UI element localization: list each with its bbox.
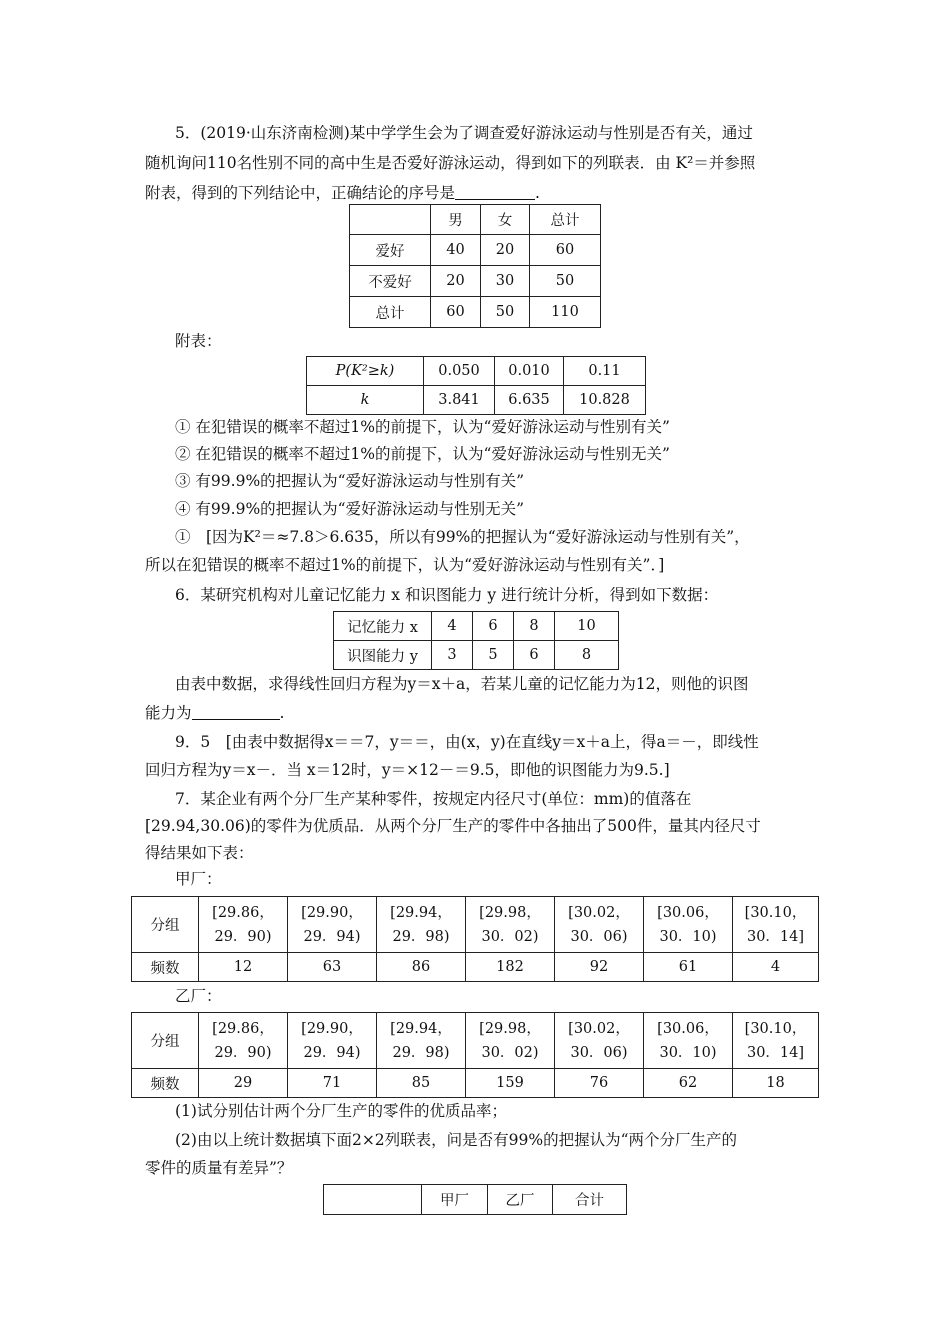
table-header-cell: 总计 — [530, 205, 601, 235]
q7-line-1: 7．某企业有两个分厂生产某种零件，按规定内径尺寸(单位：mm)的值落在 — [175, 790, 692, 808]
answer-blank — [192, 703, 280, 720]
group-cell — [377, 897, 466, 953]
freq-cell: 29 — [199, 1069, 288, 1098]
q7-sub-2-line-1: (2)由以上统计数据填下面2×2列联表，问是否有99%的把握认为“两个分厂生产的 — [175, 1131, 738, 1149]
table-cell: P(K²≥k) — [307, 357, 424, 386]
group-label: 分组 — [132, 1013, 199, 1069]
group-start: [30.10， — [744, 904, 807, 921]
q5-line-3-end: . — [535, 184, 540, 202]
group-start: [30.02， — [568, 904, 630, 921]
freq-label: 频数 — [132, 953, 199, 982]
q5-answer-line-2: 所以在犯错误的概率不超过1%的前提下，认为“爱好游泳运动与性别有关”．] — [145, 556, 665, 574]
freq-label: 频数 — [132, 1069, 199, 1098]
group-start: [29.90， — [301, 1020, 363, 1037]
table-cell: 5 — [473, 641, 514, 670]
table-header-cell: 甲厂 — [422, 1185, 488, 1215]
table-cell: 6 — [514, 641, 555, 670]
group-cell — [377, 1013, 466, 1069]
q7-sub-1: (1)试分别估计两个分厂生产的零件的优质品率； — [175, 1102, 507, 1120]
group-start: [30.06， — [657, 1020, 719, 1037]
table-header-cell: 男 — [431, 205, 481, 235]
group-start: [29.86， — [212, 904, 274, 921]
freq-cell: 61 — [644, 953, 733, 982]
group-start: [29.94， — [390, 1020, 452, 1037]
group-start: [29.90， — [301, 904, 363, 921]
group-start: [29.86， — [212, 1020, 274, 1037]
group-end: 30．14] — [746, 928, 805, 945]
group-cell — [733, 897, 819, 953]
table-header-cell: 合计 — [553, 1185, 627, 1215]
q7-contingency-table — [323, 1184, 627, 1215]
group-cell — [555, 1013, 644, 1069]
table-cell: 50 — [481, 297, 530, 328]
table-cell: 0.11 — [564, 357, 646, 386]
q5-line-1: 5．(2019·山东济南检测)某中学学生会为了调查爱好游泳运动与性别是否有关，通过 — [175, 124, 753, 142]
table-cell: 6 — [473, 612, 514, 641]
freq-cell: 12 — [199, 953, 288, 982]
table-cell: 30 — [481, 266, 530, 297]
q6-data-table — [333, 611, 619, 670]
q6-line-3-text: 能力为 — [145, 704, 192, 722]
group-cell — [733, 1013, 819, 1069]
table-cell: 50 — [530, 266, 601, 297]
freq-cell: 62 — [644, 1069, 733, 1098]
table-cell: 记忆能力 x — [334, 612, 432, 641]
freq-cell: 86 — [377, 953, 466, 982]
freq-cell: 182 — [466, 953, 555, 982]
group-label: 分组 — [132, 897, 199, 953]
table-cell: 20 — [431, 266, 481, 297]
group-end: 29．90) — [214, 1044, 272, 1061]
option-1: ① 在犯错误的概率不超过1%的前提下，认为“爱好游泳运动与性别有关” — [175, 418, 670, 436]
table-cell: 20 — [481, 235, 530, 266]
group-end: 29．98) — [392, 928, 450, 945]
q6-line-3 — [145, 702, 284, 724]
table-header-cell — [324, 1185, 422, 1215]
q7-line-2: [29.94,30.06)的零件为优质品．从两个分厂生产的零件中各抽出了500件，量其内径尺寸 — [145, 817, 761, 835]
table-cell: 识图能力 y — [334, 641, 432, 670]
q7-line-3: 得结果如下表： — [145, 844, 254, 862]
freq-cell: 63 — [288, 953, 377, 982]
option-3: ③ 有99.9%的把握认为“爱好游泳运动与性别有关” — [175, 472, 525, 490]
q6-line-1: 6．某研究机构对儿童记忆能力 x 和识图能力 y 进行统计分析，得到如下数据： — [175, 586, 719, 604]
q6-answer-line-1: 9．5 [由表中数据得x＝＝7，y＝＝，由(x，y)在直线y＝x＋a上，得a＝－，即线性 — [175, 733, 759, 751]
group-end: 29．90) — [214, 928, 272, 945]
factory-b-table — [131, 1012, 819, 1098]
option-2: ② 在犯错误的概率不超过1%的前提下，认为“爱好游泳运动与性别无关” — [175, 445, 670, 463]
table-cell: 10.828 — [564, 386, 646, 415]
group-end: 29．94) — [303, 928, 361, 945]
group-cell — [466, 897, 555, 953]
group-end: 30．10) — [659, 1044, 717, 1061]
group-end: 30．10) — [659, 928, 717, 945]
table-cell: 40 — [431, 235, 481, 266]
factory-b-label: 乙厂： — [175, 987, 222, 1005]
group-cell — [199, 1013, 288, 1069]
freq-cell: 92 — [555, 953, 644, 982]
freq-cell: 76 — [555, 1069, 644, 1098]
group-start: [29.98， — [479, 1020, 541, 1037]
freq-cell: 18 — [733, 1069, 819, 1098]
factory-a-table — [131, 896, 819, 982]
table-cell: 3 — [432, 641, 473, 670]
q5-critical-value-table — [306, 356, 646, 415]
group-cell — [466, 1013, 555, 1069]
q7-sub-2-line-2: 零件的质量有差异”？ — [145, 1159, 293, 1177]
group-cell — [288, 1013, 377, 1069]
table-cell: 4 — [432, 612, 473, 641]
table-cell: 总计 — [350, 297, 431, 328]
table-cell: 110 — [530, 297, 601, 328]
group-end: 29．98) — [392, 1044, 450, 1061]
table-header-cell: 女 — [481, 205, 530, 235]
q5-line-3-text: 附表，得到的下列结论中，正确结论的序号是 — [145, 184, 456, 202]
table-header-cell — [350, 205, 431, 235]
factory-a-label: 甲厂： — [175, 870, 222, 888]
table-cell: 60 — [431, 297, 481, 328]
option-4: ④ 有99.9%的把握认为“爱好游泳运动与性别无关” — [175, 500, 525, 518]
table-cell: 8 — [555, 641, 619, 670]
table-cell: 60 — [530, 235, 601, 266]
table-cell: k — [307, 386, 424, 415]
table-cell: 10 — [555, 612, 619, 641]
q5-line-2: 随机询问110名性别不同的高中生是否爱好游泳运动，得到如下的列联表．由 K²＝并参照 — [145, 154, 756, 172]
q5-line-3 — [145, 182, 540, 204]
table-cell: 0.050 — [424, 357, 495, 386]
freq-cell: 71 — [288, 1069, 377, 1098]
group-start: [30.02， — [568, 1020, 630, 1037]
group-cell — [288, 897, 377, 953]
group-cell — [644, 1013, 733, 1069]
q5-contingency-table — [349, 204, 601, 328]
group-end: 30．06) — [570, 928, 628, 945]
freq-cell: 4 — [733, 953, 819, 982]
group-start: [30.10， — [744, 1020, 807, 1037]
q6-line-3-end: . — [279, 704, 285, 722]
table-cell: 6.635 — [495, 386, 564, 415]
group-start: [30.06， — [657, 904, 719, 921]
table-cell: 3.841 — [424, 386, 495, 415]
group-end: 30．02) — [481, 928, 539, 945]
group-cell — [199, 897, 288, 953]
table-header-cell: 乙厂 — [488, 1185, 553, 1215]
q6-line-2: 由表中数据，求得线性回归方程为y＝x＋a，若某儿童的记忆能力为12，则他的识图 — [175, 675, 749, 693]
q5-answer-line-1: ① [因为K²＝≈7.8＞6.635，所以有99%的把握认为“爱好游泳运动与性别有关”， — [175, 528, 750, 546]
answer-blank — [455, 183, 535, 200]
group-cell — [555, 897, 644, 953]
freq-cell: 85 — [377, 1069, 466, 1098]
freq-cell: 159 — [466, 1069, 555, 1098]
table-cell: 0.010 — [495, 357, 564, 386]
group-end: 29．94) — [303, 1044, 361, 1061]
group-start: [29.98， — [479, 904, 541, 921]
table-cell: 爱好 — [350, 235, 431, 266]
group-end: 30．06) — [570, 1044, 628, 1061]
table-cell: 不爱好 — [350, 266, 431, 297]
q6-answer-line-2: 回归方程为y＝x－．当 x＝12时，y＝×12－＝9.5，即他的识图能力为9.5.] — [145, 761, 670, 779]
group-start: [29.94， — [390, 904, 452, 921]
group-cell — [644, 897, 733, 953]
group-end: 30．14] — [746, 1044, 805, 1061]
table-cell: 8 — [514, 612, 555, 641]
group-end: 30．02) — [481, 1044, 539, 1061]
appendix-label: 附表： — [175, 332, 222, 350]
